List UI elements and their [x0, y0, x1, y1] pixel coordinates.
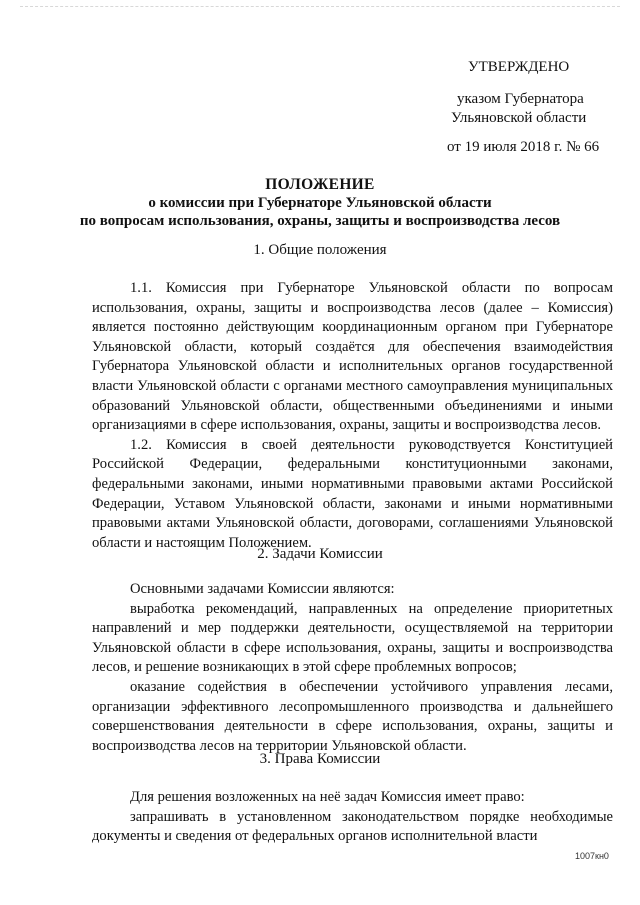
- approval-decree: указом Губернатора: [457, 91, 584, 107]
- section-heading-tasks: 2. Задачи Комиссии: [257, 546, 383, 562]
- section-general-body: [92, 279, 613, 553]
- paragraph: 1.2. Комиссия в своей деятельности руководствуется Конституцией Российской Федерации, федеральными конституционными законами, федеральными законами, иными нормативными правовыми актами Российской Федерации, Уставом Ульяновской области, законами и иными нормативными правовыми актами Ульяновской области, договорами, соглашениями Ульяновской области и настоящим Положением.: [92, 436, 613, 551]
- paragraph: Основными задачами Комиссии являются:: [130, 581, 395, 597]
- approval-date: от 19 июля 2018 г. № 66: [447, 139, 600, 155]
- document-title-block: [60, 176, 580, 230]
- footer-code: 1007кн0: [575, 851, 609, 861]
- section-heading-general: 1. Общие положения: [253, 242, 387, 258]
- document-subtitle-2: по вопросам использования, охраны, защиты и воспроизводства лесов: [79, 213, 561, 229]
- paragraph: оказание содействия в обеспечении устойчивого управления лесами, организации эффективного лесопромышленного производства и дальнейшего совершенствования деятельности в сфере использования, охраны, защиты и воспроизводства лесов на территории Ульяновской области.: [92, 678, 613, 754]
- paragraph: выработка рекомендаций, направленных на определение приоритетных направлений и мер поддержки деятельности, осуществляемой на территории Ульяновской области в сфере использования, охраны, защиты и воспроизводства лесов, и решение возникающих в этой сфере проблемных вопросов;: [92, 600, 613, 676]
- scan-edge-line: [20, 6, 620, 7]
- paragraph: Для решения возложенных на неё задач Комиссия имеет право:: [130, 789, 525, 805]
- section-rights-body: [92, 788, 613, 847]
- section-heading-rights: 3. Права Комиссии: [259, 751, 381, 767]
- approval-region: Ульяновской области: [451, 110, 587, 126]
- section-tasks-body: [92, 580, 613, 756]
- document-subtitle-1: о комиссии при Губернаторе Ульяновской области: [148, 195, 492, 211]
- paragraph: запрашивать в установленном законодательством порядке необходимые документы и сведения от федеральных органов исполнительной власти: [92, 808, 613, 845]
- approval-label: УТВЕРЖДЕНО: [468, 59, 570, 75]
- document-title: ПОЛОЖЕНИЕ: [265, 176, 375, 193]
- paragraph: 1.1. Комиссия при Губернаторе Ульяновской области по вопросам использования, охраны, защиты и воспроизводства лесов (далее – Комиссия) является постоянно действующим координационным органом при Губернаторе Ульяновской области, который создаётся для обеспечения взаимодействия Губернатора Ульяновской области и исполнительных органов государственной власти Ульяновской области с органами местного самоуправления муниципальных образований Ульяновской области, общественными объединениями и иными организациями в сфере использования, охраны, защиты и воспроизводства лесов.: [92, 280, 613, 434]
